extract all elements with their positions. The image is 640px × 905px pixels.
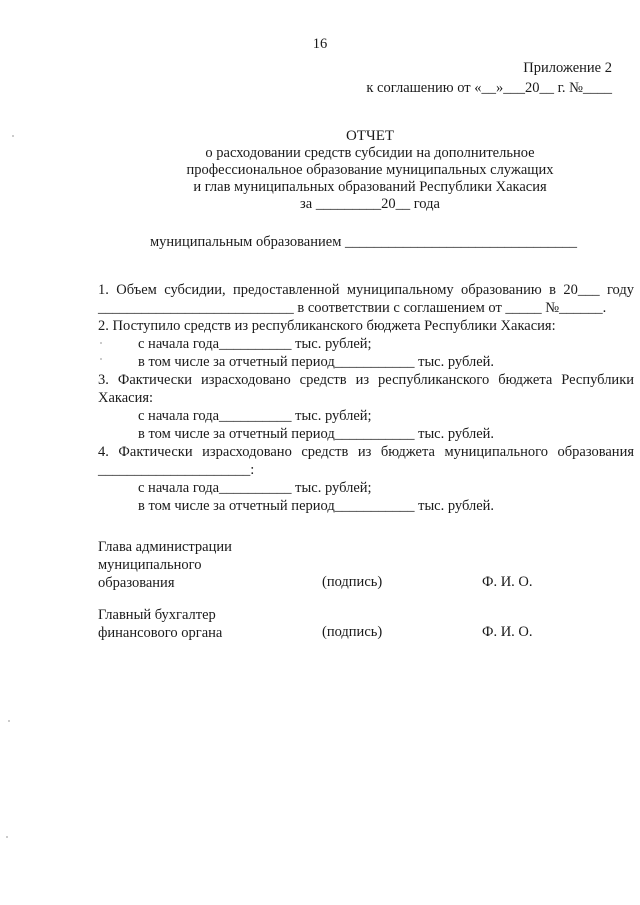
report-title-block	[90, 128, 640, 213]
municipality-line: муниципальным образованием ________________________________	[150, 234, 577, 250]
item-3-text: 3. Фактически израсходовано средств из республиканского бюджета Республики	[98, 372, 634, 388]
item-2-text: 2. Поступило средств из республиканского бюджета Республики Хакасия:	[98, 318, 556, 334]
item-2-reporting-period: в том числе за отчетный период___________ тыс. рублей.	[138, 354, 495, 370]
item-1-continuation: ___________________________ в соответствии с соглашением от _____ №______.	[98, 300, 607, 316]
signature-label-line: финансового органа	[98, 625, 223, 641]
appendix-reference: к соглашению от «__»___20__ г. №____	[366, 80, 612, 96]
item-3-continuation: Хакасия:	[98, 390, 154, 406]
accountant-name-placeholder: Ф. И. О.	[482, 624, 533, 640]
head-name-placeholder: Ф. И. О.	[482, 574, 533, 590]
head-signature-placeholder: (подпись)	[322, 574, 383, 590]
scan-speck	[100, 358, 102, 360]
appendix-title: Приложение 2	[523, 60, 612, 76]
signature-label-line: Главный бухгалтер	[98, 607, 216, 623]
report-heading: ОТЧЕТ	[345, 128, 395, 144]
report-subtitle-line: о расходовании средств субсидии на дополнительное	[205, 145, 535, 161]
signature-label-line: образования	[98, 575, 175, 591]
item-3-since-start: с начала года__________ тыс. рублей;	[138, 408, 372, 424]
item-4-text: 4. Фактически израсходовано средств из бюджета муниципального образования	[98, 444, 634, 460]
scan-speck	[12, 135, 14, 137]
report-subtitle-line: и глав муниципальных образований Республики Хакасия	[193, 179, 547, 195]
chief-accountant-label	[98, 606, 222, 642]
scan-speck	[8, 720, 10, 722]
report-subtitle-line: профессиональное образование муниципальных служащих	[186, 162, 554, 178]
item-4-reporting-period: в том числе за отчетный период___________ тыс. рублей.	[138, 498, 495, 514]
item-2-since-start: с начала года__________ тыс. рублей;	[138, 336, 372, 352]
item-3-reporting-period: в том числе за отчетный период___________ тыс. рублей.	[138, 426, 495, 442]
report-period-line: за _________20__ года	[300, 196, 440, 212]
scan-speck	[6, 836, 8, 838]
accountant-signature-placeholder: (подпись)	[322, 624, 383, 640]
head-of-administration-label	[98, 538, 232, 592]
item-1-text: 1. Объем субсидии, предоставленной муниципальному образованию в 20___ году	[98, 282, 634, 298]
signature-label-line: Глава администрации	[98, 539, 232, 555]
signature-label-line: муниципального	[98, 557, 202, 573]
item-4-continuation: _____________________:	[98, 462, 255, 478]
page-number: 16	[312, 36, 328, 52]
item-4-since-start: с начала года__________ тыс. рублей;	[138, 480, 372, 496]
scan-speck	[100, 342, 102, 344]
